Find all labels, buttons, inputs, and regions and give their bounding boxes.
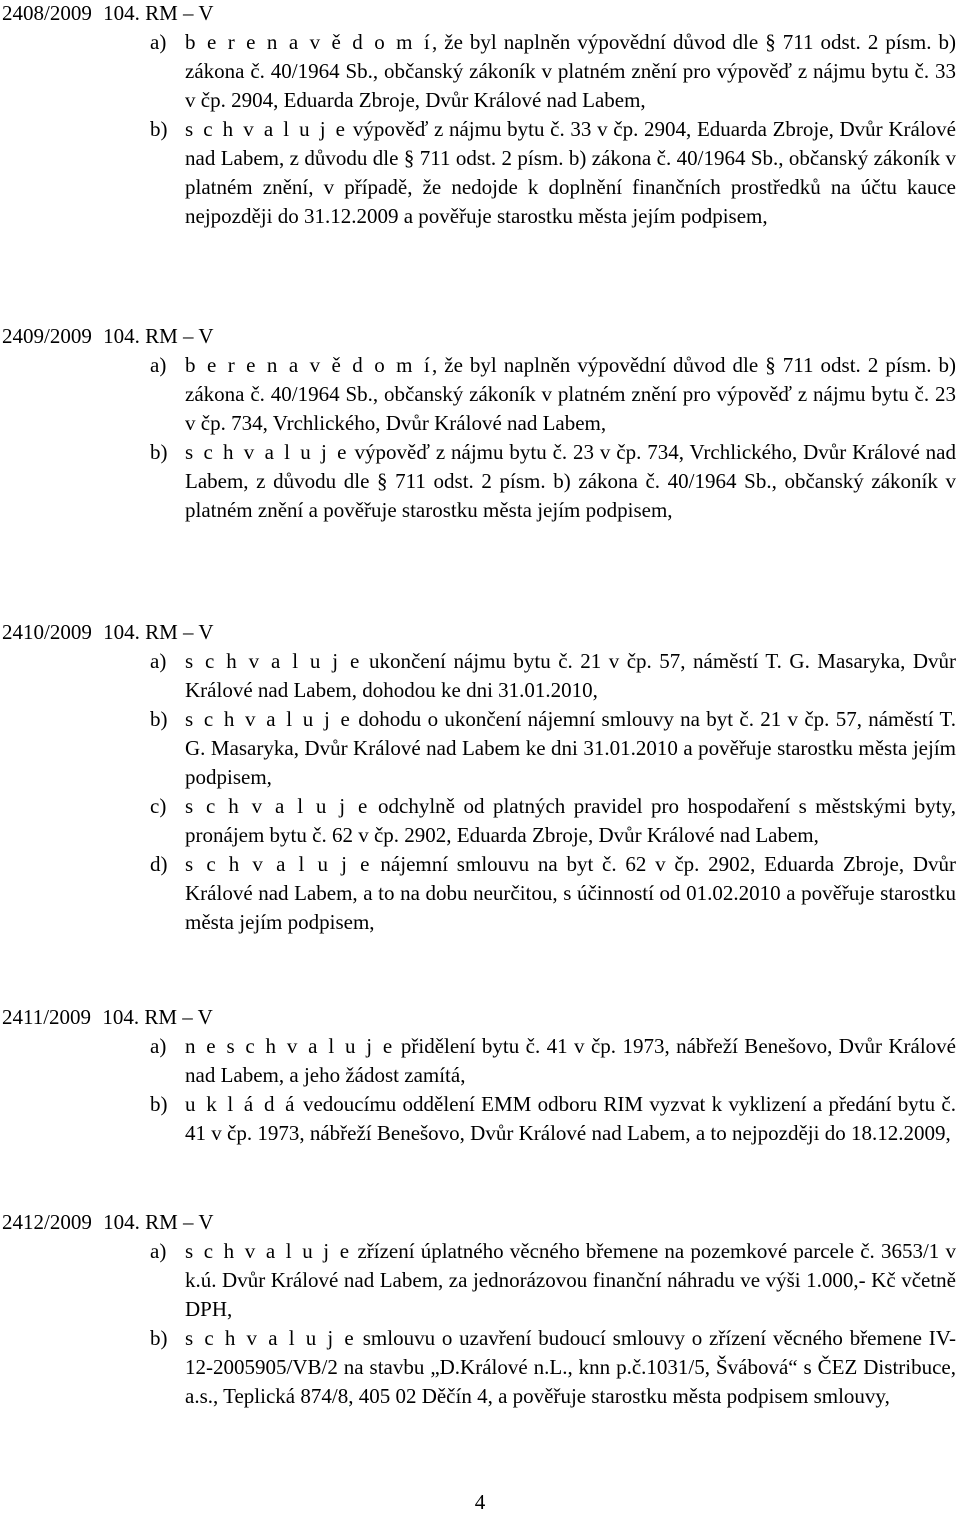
resolution-number: 2412/2009 xyxy=(2,1210,92,1234)
meeting-label: 104. RM xyxy=(102,1005,177,1029)
resolution-items xyxy=(150,647,956,937)
resolution-item xyxy=(150,792,956,850)
resolution-item xyxy=(150,1090,956,1148)
item-label: a) xyxy=(150,649,167,673)
item-label: a) xyxy=(150,1239,167,1263)
item-text: , že byl naplněn výpovědní důvod dle § 711 odst. 2 písm. b) zákona č. 40/1964 Sb., občanský zákoník v platném znění pro výpověď z nájmu bytu č. 23 v čp. 734, Vrchlického, Dvůr Králové nad Labem, xyxy=(185,353,956,435)
item-label: b) xyxy=(150,1092,168,1116)
vote-letter: V xyxy=(198,324,214,348)
dash: – xyxy=(183,324,194,348)
page-number: 4 xyxy=(474,1490,486,1514)
item-keyword: n e s c h v a l u j e xyxy=(185,1034,395,1058)
resolution-number: 2409/2009 xyxy=(2,324,92,348)
resolution-items xyxy=(150,351,956,525)
item-text: přidělení bytu č. 41 v čp. 1973, nábřeží Benešovo, Dvůr Králové nad Labem, a jeho žádost zamítá, xyxy=(185,1034,956,1087)
resolution-number: 2408/2009 xyxy=(2,1,92,25)
item-text: odchylně od platných pravidel pro hospodaření s městskými byty, pronájem bytu č. 62 v čp. 2902, Eduarda Zbroje, Dvůr Králové nad Labem, xyxy=(185,794,956,847)
item-keyword: s c h v a l u j e xyxy=(185,1239,352,1263)
resolution-number: 2411/2009 xyxy=(2,1005,92,1029)
item-text: zřízení úplatného věcného břemene na pozemkové parcele č. 3653/1 v k.ú. Dvůr Králové nad Labem, za jednorázovou finanční náhradu ve výši 1.000,- Kč včetně DPH, xyxy=(185,1239,956,1321)
item-label: a) xyxy=(150,1034,167,1058)
item-label: b) xyxy=(150,1326,168,1350)
resolution-number: 2410/2009 xyxy=(2,620,92,644)
meeting-label: 104. RM xyxy=(103,324,178,348)
item-label: b) xyxy=(150,707,168,731)
item-label: c) xyxy=(150,794,167,818)
resolution-item xyxy=(150,1237,956,1324)
resolution-items xyxy=(150,1032,956,1148)
item-text: dohodu o ukončení nájemní smlouvy na byt č. 21 v čp. 57, náměstí T. G. Masaryka, Dvůr Králové nad Labem ke dni 31.01.2010 a pověřuje starostku města jejím podpisem, xyxy=(185,707,956,789)
item-keyword: b e r e n a v ě d o m í xyxy=(185,353,432,377)
dash: – xyxy=(183,1,194,25)
resolution-item xyxy=(150,647,956,705)
resolution-item xyxy=(150,1324,956,1411)
dash: – xyxy=(183,1210,194,1234)
resolution-header xyxy=(2,1208,214,1237)
item-text: , že byl naplněn výpovědní důvod dle § 711 odst. 2 písm. b) zákona č. 40/1964 Sb., občanský zákoník v platném znění pro výpověď z nájmu bytu č. 33 v čp. 2904, Eduarda Zbroje, Dvůr Králové nad Labem, xyxy=(185,30,956,112)
item-text: výpověď z nájmu bytu č. 23 v čp. 734, Vrchlického, Dvůr Králové nad Labem, z důvodu dle § 711 odst. 2 písm. b) zákona č. 40/1964 Sb., občanský zákoník v platném znění a pověřuje starostku města jejím podpisem, xyxy=(185,440,956,522)
vote-letter: V xyxy=(198,1210,214,1234)
resolution-item xyxy=(150,1032,956,1090)
resolution-header xyxy=(2,322,214,351)
item-text: ukončení nájmu bytu č. 21 v čp. 57, náměstí T. G. Masaryka, Dvůr Králové nad Labem, dohodou ke dni 31.01.2010, xyxy=(185,649,956,702)
resolution-header xyxy=(2,0,214,28)
vote-letter: V xyxy=(197,1005,213,1029)
item-keyword: s c h v a l u j e xyxy=(185,649,362,673)
vote-letter: V xyxy=(198,1,214,25)
meeting-label: 104. RM xyxy=(103,1,178,25)
resolution-item xyxy=(150,438,956,525)
resolution-header xyxy=(2,1003,213,1032)
item-keyword: u k l á d á xyxy=(185,1092,297,1116)
item-text: výpověď z nájmu bytu č. 33 v čp. 2904, Eduarda Zbroje, Dvůr Králové nad Labem, z důvodu dle § 711 odst. 2 písm. b) zákona č. 40/1964 Sb., občanský zákoník v platném znění, v případě, že nedojde k doplnění finančních prostředků na účtu kauce nejpozději do 31.12.2009 a pověřuje starostku města jejím podpisem, xyxy=(185,117,956,228)
resolution-header xyxy=(2,618,214,647)
meeting-label: 104. RM xyxy=(103,620,178,644)
resolution-item xyxy=(150,705,956,792)
dash: – xyxy=(183,620,194,644)
item-keyword: s c h v a l u j e xyxy=(185,852,372,876)
resolution-item xyxy=(150,351,956,438)
resolution-item xyxy=(150,28,956,115)
item-keyword: s c h v a l u j e xyxy=(185,440,349,464)
item-text: vedoucímu oddělení EMM odboru RIM vyzvat k vyklizení a předání bytu č. 41 v čp. 1973, nábřeží Benešovo, Dvůr Králové nad Labem, a to nejpozději do 18.12.2009, xyxy=(185,1092,956,1145)
item-text: nájemní smlouvu na byt č. 62 v čp. 2902, Eduarda Zbroje, Dvůr Králové nad Labem, a to na dobu neurčitou, s účinností od 01.02.2010 a pověřuje starostku města jejím podpisem, xyxy=(185,852,956,934)
dash: – xyxy=(182,1005,193,1029)
item-keyword: s c h v a l u j e xyxy=(185,707,352,731)
item-keyword: s c h v a l u j e xyxy=(185,117,348,141)
item-keyword: b e r e n a v ě d o m í xyxy=(185,30,432,54)
resolution-items xyxy=(150,1237,956,1411)
resolution-items xyxy=(150,28,956,231)
item-label: a) xyxy=(150,30,167,54)
item-keyword: s c h v a l u j e xyxy=(185,1326,356,1350)
item-label: b) xyxy=(150,117,168,141)
item-text: smlouvu o uzavření budoucí smlouvy o zřízení věcného břemene IV-12-2005905/VB/2 na stavbu „D.Králové n.L., knn p.č.1031/5, Švábová“ s ČEZ Distribuce, a.s., Teplická 874/8, 405 02 Děčín 4, a pověřuje starostku města podpisem smlouvy, xyxy=(185,1326,956,1408)
resolution-item xyxy=(150,115,956,231)
item-label: a) xyxy=(150,353,167,377)
resolution-item xyxy=(150,850,956,937)
item-keyword: s c h v a l u j e xyxy=(185,794,370,818)
vote-letter: V xyxy=(198,620,214,644)
item-label: d) xyxy=(150,852,168,876)
item-label: b) xyxy=(150,440,168,464)
meeting-label: 104. RM xyxy=(103,1210,178,1234)
